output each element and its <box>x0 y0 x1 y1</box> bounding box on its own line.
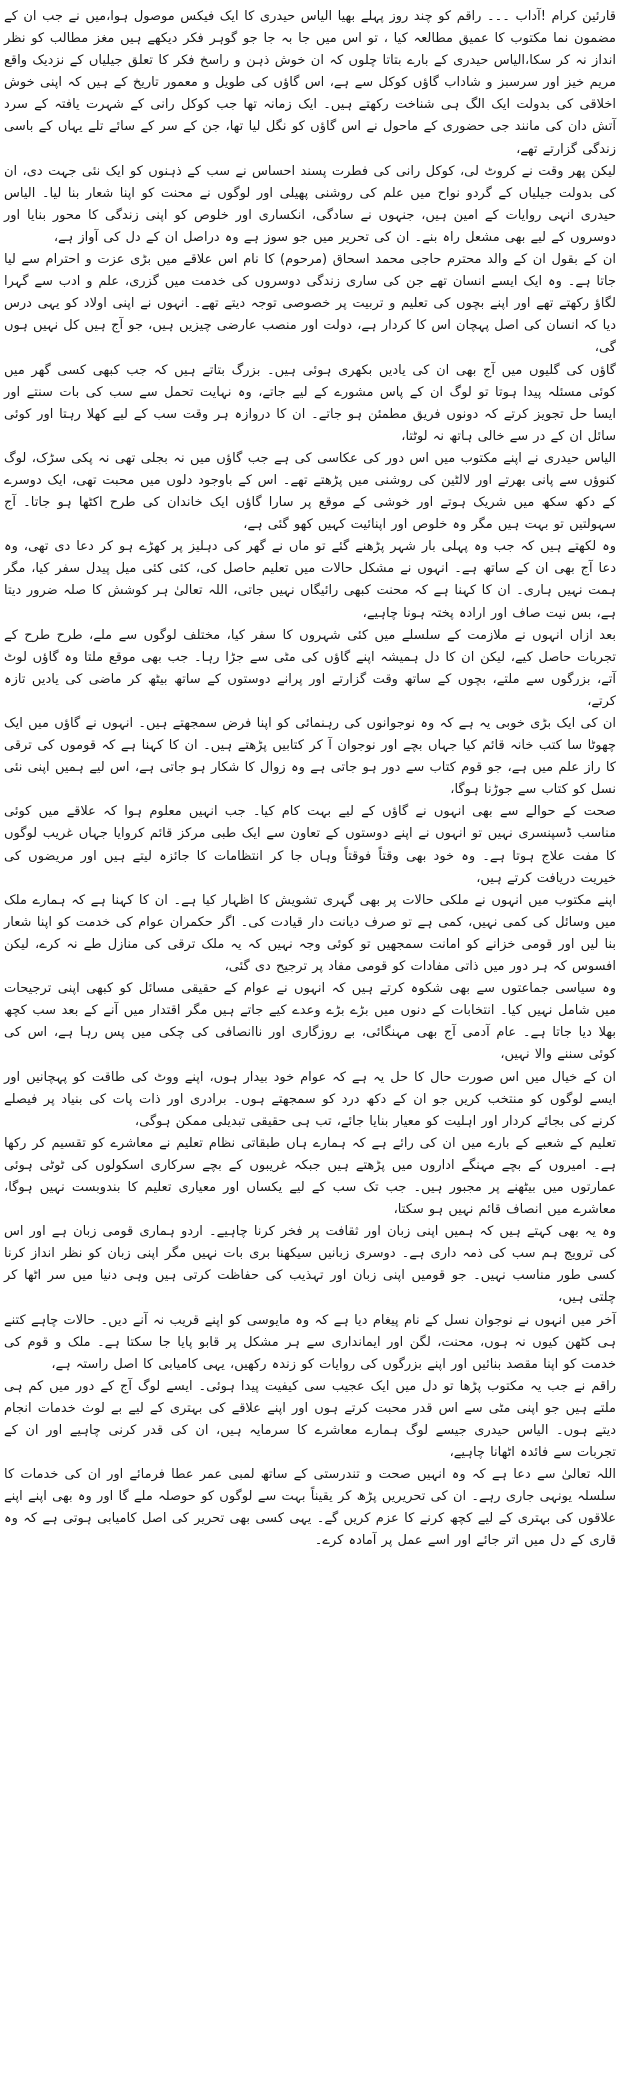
article-paragraph: راقم نے جب یہ مکتوب پڑھا تو دل میں ایک عجیب سی کیفیت پیدا ہوئی۔ ایسے لوگ آج کے دور میں کم ہی ملتے ہیں جو اپنی مٹی سے اس قدر محبت کرتے ہوں اور اپنے علاقے کی بہتری کے لیے بے لوث خدمات انجام دیتے ہوں۔ الیاس حیدری جیسے لوگ ہمارے معاشرے کا سرمایہ ہیں، ان کی قدر کرنی چاہیے اور ان کے تجربات سے فائدہ اٹھانا چاہیے، <box>4 1378 616 1461</box>
article-paragraph: اللہ تعالیٰ سے دعا ہے کہ وہ انہیں صحت و تندرستی کے ساتھ لمبی عمر عطا فرمائے اور ان کی خدمات کا سلسلہ یونہی جاری رہے۔ ان کی تحریریں پڑھ کر یقیناً بہت سے لوگوں کو حوصلہ ملے گا اور وہ بھی اپنے اپنے علاقوں کی بہتری کے لیے کچھ کرنے کا عزم کریں گے۔ یہی کسی بھی تحریر کی اصل کامیابی ہوتی ہے کہ وہ قاری کے دل میں اتر جائے اور اسے عمل پر آمادہ کرے۔ <box>4 1467 616 1549</box>
article-paragraph: ان کے بقول ان کے والد محترم حاجی محمد اسحاق (مرحوم) کا نام اس علاقے میں بڑی عزت و احترام سے لیا جاتا ہے۔ وہ ایک ایسے انسان تھے جن کی ساری زندگی دوسروں کی خدمت میں گزری، علم و ادب سے گہرا لگاؤ رکھتے تھے اور اپنے بچوں کی تعلیم و تربیت پر خصوصی توجہ دیتے تھے۔ انہوں نے اپنی اولاد کو یہی درس دیا کہ انسان کی اصل پہچان اس کا کردار ہے، دولت اور منصب عارضی چیزیں ہیں، جو آج ہیں کل نہیں ہوں گی، <box>4 252 616 356</box>
article-paragraph: بعد ازاں انہوں نے ملازمت کے سلسلے میں کئی شہروں کا سفر کیا، مختلف لوگوں سے ملے، طرح طرح کے تجربات حاصل کیے، لیکن ان کا دل ہمیشہ اپنے گاؤں کی مٹی سے جڑا رہا۔ جب بھی موقع ملتا وہ گاؤں لوٹ آتے، بزرگوں سے ملتے، بچوں کے ساتھ وقت گزارتے اور پرانے دوستوں کے ساتھ بیٹھ کر ماضی کی یادیں تازہ کرتے، <box>4 627 616 709</box>
article-paragraph: وہ لکھتے ہیں کہ جب وہ پہلی بار شہر پڑھنے گئے تو ماں نے گھر کی دہلیز پر کھڑے ہو کر دعا دی تھی، وہ دعا آج بھی ان کے ساتھ ہے۔ انہوں نے مشکل حالات میں تعلیم حاصل کی، کئی کئی میل پیدل سفر کیا، مگر ہمت نہیں ہاری۔ ان کا کہنا ہے کہ محنت کبھی رائیگاں نہیں جاتی، اللہ تعالیٰ ہر کوشش کا صلہ ضرور دیتا ہے، بس نیت صاف اور ارادہ پختہ ہونا چاہیے، <box>4 539 616 621</box>
article-paragraph: قارئین کرام !آداب ۔۔۔ راقم کو چند روز پہلے بھیا الیاس حیدری کا ایک فیکس موصول ہوا،میں نے جب ان کے مضمون نما مکتوب کا عمیق مطالعہ کیا ، تو اس میں جا بہ جا جو گوہر فکر دیکھے ہیں مغز مطالب کو نظر انداز نہ کر سکا،الیاس حیدری کے بارے بتاتا چلوں کہ ان خوش ذہن و راسخ فکر کا تعلق جیلیاں کے نزدیک واقع مریم خیز اور سرسبز و شاداب گاؤں کوکل سے ہے، اس گاؤں کی طویل و معمور تاریخ کے ہیں کہ اپنی خوش اخلاقی کی بدولت ایک الگ ہی شناخت رکھتے ہیں۔ ایک زمانہ تھا جب کوکل رانی کے شہرت یافتہ کے سرد آتش دان کی مانند جی حضوری کے ماحول نے اس گاؤں کو نگل لیا تھا، جن کے سر کے سائے تلے یہاں کے باسی زندگی گزارتے تھے، <box>4 9 616 157</box>
article-paragraph: وہ یہ بھی کہتے ہیں کہ ہمیں اپنی زبان اور ثقافت پر فخر کرنا چاہیے۔ اردو ہماری قومی زبان ہے اور اس کی ترویج ہم سب کی ذمہ داری ہے۔ دوسری زبانیں سیکھنا بری بات نہیں مگر اپنی زبان کو نظر انداز کرنا کسی طور مناسب نہیں۔ جو قومیں اپنی زبان اور تہذیب کی حفاظت کرتی ہیں وہی دنیا میں سر اٹھا کر چلتی ہیں، <box>4 1224 616 1306</box>
article-paragraph: ان کے خیال میں اس صورت حال کا حل یہ ہے کہ عوام خود بیدار ہوں، اپنے ووٹ کی طاقت کو پہچانیں اور ایسے لوگوں کو منتخب کریں جو ان کے دکھ درد کو سمجھتے ہوں۔ برادری اور ذات پات کی بنیاد پر فیصلے کرنے کی بجائے کردار اور اہلیت کو معیار بنایا جائے، تب ہی حقیقی تبدیلی ممکن ہوگی، <box>4 1069 616 1129</box>
article-paragraph: ان کی ایک بڑی خوبی یہ ہے کہ وہ نوجوانوں کی رہنمائی کو اپنا فرض سمجھتے ہیں۔ انہوں نے گاؤں میں ایک چھوٹا سا کتب خانہ قائم کیا جہاں بچے اور نوجوان آ کر کتابیں پڑھتے ہیں۔ ان کا کہنا ہے کہ قوموں کی ترقی کا راز علم میں ہے، جو قوم کتاب سے دور ہو جاتی ہے وہ زوال کا شکار ہو جاتی ہے، اس لیے ہمیں اپنی نئی نسل کو کتاب سے جوڑنا ہوگا، <box>4 716 616 798</box>
article-paragraph: الیاس حیدری نے اپنے مکتوب میں اس دور کی عکاسی کی ہے جب گاؤں میں نہ بجلی تھی نہ پکی سڑک، لوگ کنوؤں سے پانی بھرتے اور لالٹین کی روشنی میں پڑھتے تھے۔ اس کے باوجود دلوں میں محبت تھی، ایک دوسرے کے دکھ سکھ میں شریک ہوتے اور خوشی کے موقع پر سارا گاؤں ایک خاندان کی طرح اکٹھا ہو جاتا۔ آج سہولتیں تو بہت ہیں مگر وہ خلوص اور اپنائیت کہیں کھو گئی ہے، <box>4 450 616 533</box>
article-paragraph: وہ سیاسی جماعتوں سے بھی شکوہ کرتے ہیں کہ انہوں نے عوام کے حقیقی مسائل کو کبھی اپنی ترجیحات میں شامل نہیں کیا۔ انتخابات کے دنوں میں بڑے بڑے وعدے کیے جاتے ہیں مگر اقتدار میں آنے کے بعد سب کچھ بھلا دیا جاتا ہے۔ عام آدمی آج بھی مہنگائی، بے روزگاری اور ناانصافی کی چکی میں پس رہا ہے، اس کی کوئی سننے والا نہیں، <box>4 981 616 1063</box>
article-paragraph: تعلیم کے شعبے کے بارے میں ان کی رائے ہے کہ ہمارے ہاں طبقاتی نظام تعلیم نے معاشرے کو تقسیم کر رکھا ہے۔ امیروں کے بچے مہنگے اداروں میں پڑھتے ہیں جبکہ غریبوں کے بچے سرکاری اسکولوں کی ٹوٹی ہوئی عمارتوں میں بیٹھنے پر مجبور ہیں۔ جب تک سب کے لیے یکساں اور معیاری تعلیم کا بندوبست نہیں ہوگا، معاشرے میں انصاف قائم نہیں ہو سکتا، <box>4 1135 616 1218</box>
article-paragraph: گاؤں کی گلیوں میں آج بھی ان کی یادیں بکھری ہوئی ہیں۔ بزرگ بتاتے ہیں کہ جب کبھی کسی گھر میں کوئی مسئلہ پیدا ہوتا تو لوگ ان کے پاس مشورے کے لیے جاتے، وہ نہایت تحمل سے سب کی بات سنتے اور ایسا حل تجویز کرتے کہ دونوں فریق مطمئن ہو جاتے۔ ان کا دروازہ ہر وقت سب کے لیے کھلا رہتا اور کوئی سائل ان کے در سے خالی ہاتھ نہ لوٹتا، <box>4 362 616 444</box>
article-body <box>4 6 616 1553</box>
article-paragraph: اپنے مکتوب میں انہوں نے ملکی حالات پر بھی گہری تشویش کا اظہار کیا ہے۔ ان کا کہنا ہے کہ ہمارے ملک میں وسائل کی کمی نہیں، کمی ہے تو صرف دیانت دار قیادت کی۔ اگر حکمران عوام کی خدمت کو اپنا شعار بنا لیں اور قومی خزانے کو امانت سمجھیں تو کوئی وجہ نہیں کہ یہ ملک ترقی کی منازل طے نہ کرے، لیکن افسوس کہ ہر دور میں ذاتی مفادات کو قومی مفاد پر ترجیح دی گئی، <box>4 892 616 975</box>
article-paragraph: آخر میں انہوں نے نوجوان نسل کے نام پیغام دیا ہے کہ وہ مایوسی کو اپنے قریب نہ آنے دیں۔ حالات چاہے کتنے ہی کٹھن کیوں نہ ہوں، محنت، لگن اور ایمانداری سے ہر مشکل پر قابو پایا جا سکتا ہے۔ ملک و قوم کی خدمت کو اپنا مقصد بنائیں اور اپنے بزرگوں کی روایات کو زندہ رکھیں، یہی کامیابی کا اصل راستہ ہے، <box>4 1312 616 1372</box>
article-paragraph: صحت کے حوالے سے بھی انہوں نے گاؤں کے لیے بہت کام کیا۔ جب انہیں معلوم ہوا کہ علاقے میں کوئی مناسب ڈسپنسری نہیں تو انہوں نے اپنے دوستوں کے تعاون سے ایک طبی مرکز قائم کروایا جہاں غریب لوگوں کا مفت علاج ہوتا ہے۔ وہ خود بھی وقتاً فوقتاً وہاں جا کر انتظامات کا جائزہ لیتے ہیں اور مریضوں کی خیریت دریافت کرتے ہیں، <box>4 804 616 886</box>
article-paragraph: لیکن پھر وقت نے کروٹ لی، کوکل رانی کی فطرت پسند احساس نے سب کے ذہنوں کو ایک نئی جہت دی، ان کی بدولت جیلیاں کے گردو نواح میں علم کی روشنی پھیلی اور لوگوں نے محنت کو اپنا شعار بنا لیا۔ الیاس حیدری انہی روایات کے امین ہیں، جنہوں نے سادگی، انکساری اور خلوص کو اپنی زندگی کا محور بنایا اور دوسروں کے لیے بھی مشعل راہ بنے۔ ان کی تحریر میں جو سوز ہے وہ دراصل ان کے دل کی آواز ہے، <box>4 163 616 245</box>
